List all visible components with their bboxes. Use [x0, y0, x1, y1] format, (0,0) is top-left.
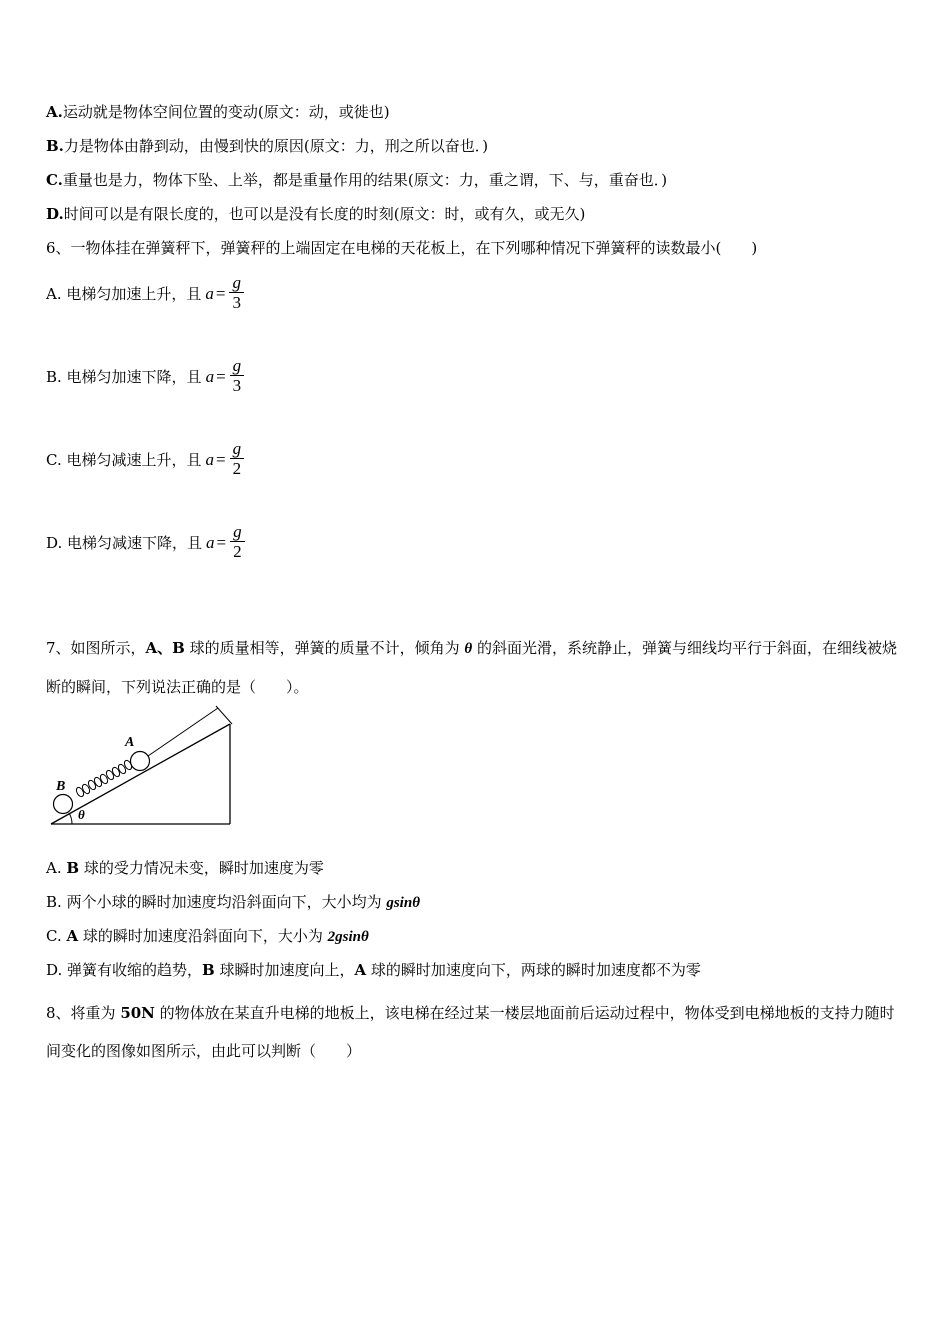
q6-option-b: B. 电梯匀加速下降，且 a = $\frac{g}{3}$ [46, 357, 244, 396]
formula: a = $\frac{g}{2}$ [205, 440, 244, 479]
q5-option-d: D.时间可以是有限长度的，也可以是没有长度的时刻(原文：时，或有久，或无久) [46, 205, 586, 223]
q7-option-d: D. 弹簧有收缩的趋势，B 球瞬时加速度向上，A 球的瞬时加速度向下，两球的瞬时加速度都不为零 [46, 961, 701, 979]
q6-option-c: C. 电梯匀减速上升，且 a = $\frac{g}{2}$ [46, 440, 244, 479]
q5-option-a: A.运动就是物体空间位置的变动(原文：动，或徙也) [46, 103, 390, 121]
q5-option-c: C.重量也是力，物体下坠、上举，都是重量作用的结果(原文：力，重之谓，下、与，重奋也．) [46, 171, 668, 189]
q8-stem: 8、将重为 50N 的物体放在某直升电梯的地板上，该电梯在经过某一楼层地面前后运动过程中，物体受到电梯地板的支持力随时间变化的图像如图所示，由此可以判断（ ） [46, 1004, 895, 1060]
ball-b [54, 795, 73, 814]
formula: a = $\frac{g}{3}$ [206, 357, 245, 396]
incline-figure [40, 700, 240, 830]
ball-a [131, 752, 150, 771]
thread [148, 708, 218, 756]
q7-option-c: C. A 球的瞬时加速度沿斜面向下，大小为 2gsinθ [46, 927, 369, 945]
label-a: A [125, 735, 135, 750]
angle-arc [69, 813, 72, 824]
formula: a = $\frac{g}{3}$ [205, 274, 244, 313]
label-theta: θ [78, 807, 85, 822]
spring [75, 759, 133, 798]
formula: a = $\frac{g}{2}$ [206, 523, 245, 562]
pulley-post [216, 706, 232, 724]
q7-option-b: B. 两个小球的瞬时加速度均沿斜面向下，大小均为 gsinθ [46, 893, 420, 911]
q7-stem: 7、如图所示，A、B 球的质量相等，弹簧的质量不计，倾角为 θ 的斜面光滑，系统静止，弹簧与细线均平行于斜面，在细线被烧断的瞬间，下列说法正确的是（ ）。 [46, 639, 897, 696]
q7-option-a: A. B 球的受力情况未变，瞬时加速度为零 [46, 859, 324, 877]
q6-option-a: A. 电梯匀加速上升，且 a = $\frac{g}{3}$ [46, 274, 244, 313]
q5-option-b: B.力是物体由静到动，由慢到快的原因(原文：力，刑之所以奋也．) [46, 137, 489, 155]
label-b: B [56, 779, 66, 794]
q6-stem: 6、一物体挂在弹簧秤下，弹簧秤的上端固定在电梯的天花板上，在下列哪种情况下弹簧秤的读数最小( ) [46, 239, 758, 257]
q6-option-d: D. 电梯匀减速下降，且 a = $\frac{g}{2}$ [46, 523, 245, 562]
